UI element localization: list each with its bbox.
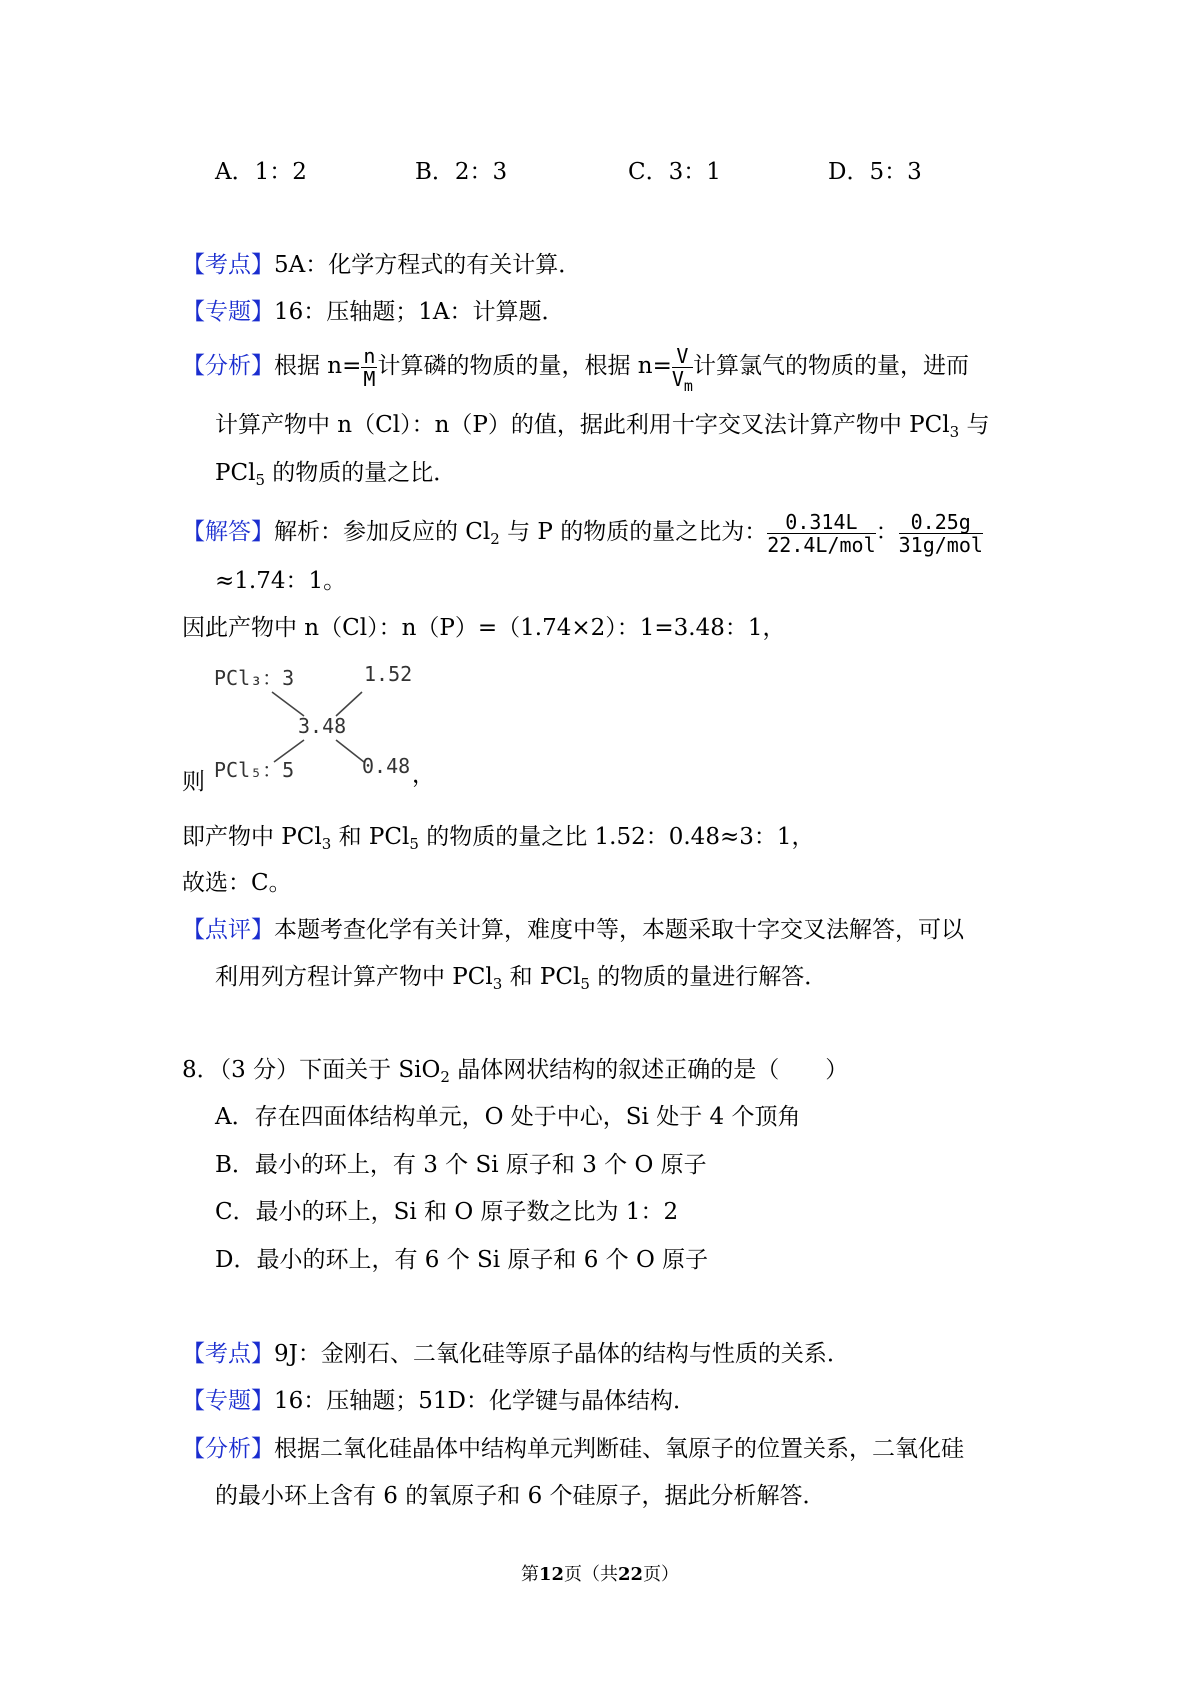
diagram-center: 3.48 (298, 714, 347, 738)
fenxi-tag: 【分析】 (182, 1436, 274, 1462)
fenxi-text-a: 根据二氧化硅晶体中结构单元判断硅、氧原子的位置关系，二氧化硅 (274, 1436, 964, 1462)
diagram-value-2: 0.48 (362, 754, 411, 778)
fenxi-line2-text: 计算产物中 n（Cl）：n（P）的值，据此利用十字交叉法计算产物中 PCl (215, 412, 950, 438)
q7-option-b: B．2：3 (415, 159, 508, 185)
footer-post: 页） (643, 1564, 680, 1585)
fraction-denominator-main: V (671, 366, 684, 391)
q7-jieda (182, 502, 983, 562)
fraction-denominator (671, 366, 693, 395)
q7-approx-line: ≈1.74：1。 (215, 568, 347, 594)
q7-option-d: D．5：3 (828, 159, 922, 185)
q7-dianping-line1 (182, 915, 964, 945)
ji-text-c: 的物质的量之比 1.52：0.48≈3：1， (418, 824, 815, 850)
diagram-pcl3: PCl₃：3 (214, 666, 295, 690)
q8-stem-text-b: 晶体网状结构的叙述正确的是（ ） (449, 1057, 849, 1083)
q7-kaodian (182, 250, 581, 280)
subscript: 3 (949, 423, 960, 441)
q8-fenxi-line2: 的最小环上含有 6 的氧原子和 6 个硅原子，据此分析解答． (215, 1483, 826, 1509)
subscript: 2 (440, 1068, 450, 1086)
fenxi-text-b: 计算磷的物质的量，根据 n= (377, 353, 672, 379)
subscript: 3 (321, 835, 332, 853)
q8-fenxi-line1 (182, 1434, 964, 1464)
jieda-tag: 【解答】 (182, 519, 274, 545)
subscript: 3 (492, 975, 503, 993)
total-pages: 22 (618, 1564, 644, 1585)
fraction-numerator: 0.25g (899, 511, 983, 534)
diagram-pcl5: PCl₅：5 (214, 758, 295, 782)
diagram-value-1: 1.52 (364, 662, 413, 686)
q8-zhuanti (182, 1386, 696, 1416)
page-footer (0, 1560, 1200, 1586)
q7-fenxi-line1 (182, 338, 969, 394)
dianping-text-b2: 和 PCl (502, 964, 581, 990)
q8-option-d: D．最小的环上，有 6 个 Si 原子和 6 个 O 原子 (215, 1247, 709, 1273)
q7-dianping-line2 (215, 962, 827, 992)
page-number: 12 (538, 1564, 564, 1585)
kaodian-tag: 【考点】 (182, 252, 274, 278)
footer-mid: 页（共 (564, 1564, 618, 1585)
kaodian-text: 5A：化学方程式的有关计算． (274, 252, 582, 278)
ji-text-a: 即产物中 PCl (182, 824, 322, 850)
footer-pre: 第 (520, 1564, 539, 1585)
q8-stem (182, 1055, 848, 1085)
fraction-numerator: 0.314L (767, 511, 875, 534)
dianping-text-b3: 的物质的量进行解答． (589, 964, 828, 990)
fraction-denominator: 31g/mol (898, 532, 983, 557)
dianping-tag: 【点评】 (182, 917, 274, 943)
fraction-cl2-moles (767, 511, 875, 556)
dianping-text-a: 本题考查化学有关计算，难度中等，本题采取十字交叉法解答，可以 (274, 917, 964, 943)
q8-option-a: A．存在四面体结构单元，O 处于中心，Si 处于 4 个顶角 (215, 1104, 801, 1130)
cross-method-diagram (212, 660, 422, 780)
jieda-text-a: 解析：参加反应的 Cl (274, 519, 491, 545)
kaodian-tag: 【考点】 (182, 1341, 274, 1367)
q7-zhuanti (182, 297, 565, 327)
zhuanti-text: 16：压轴题；51D：化学键与晶体结构． (274, 1388, 696, 1414)
q8-kaodian (182, 1339, 850, 1369)
fenxi-text-c: 计算氯气的物质的量，进而 (692, 353, 969, 379)
kaodian-text: 9J：金刚石、二氧化硅等原子晶体的结构与性质的关系． (274, 1341, 850, 1367)
q8-option-b: B．最小的环上，有 3 个 Si 原子和 3 个 O 原子 (215, 1152, 707, 1178)
subscript: 2 (490, 530, 500, 548)
dianping-text-b1: 利用列方程计算产物中 PCl (215, 964, 493, 990)
q8-stem-text-a: 8．（3 分）下面关于 SiO (182, 1057, 441, 1083)
q7-ze-comma: ， (412, 762, 435, 788)
fenxi-text-a: 根据 n= (274, 353, 362, 379)
q7-ji-line (182, 822, 815, 852)
fraction-v-over-vm (671, 343, 693, 395)
fraction-numerator: V (672, 345, 693, 368)
fraction-denominator: 22.4L/mol (767, 532, 876, 557)
fraction-denominator-sub: m (683, 376, 693, 395)
zhuanti-tag: 【专题】 (182, 299, 274, 325)
zhuanti-text: 16：压轴题；1A：计算题． (274, 299, 565, 325)
subscript: 5 (580, 975, 590, 993)
zhuanti-tag: 【专题】 (182, 1388, 274, 1414)
subscript: 5 (255, 471, 265, 489)
q7-ze: 则 (182, 769, 205, 795)
jieda-text-b: 与 P 的物质的量之比为： (499, 519, 768, 545)
fenxi-tag: 【分析】 (182, 353, 274, 379)
fenxi-line3-text: PCl (215, 460, 256, 486)
fenxi-line2-tail: 与 (959, 412, 990, 438)
q7-fenxi-line2 (215, 410, 989, 440)
fraction-numerator: n (363, 343, 376, 368)
q7-option-a: A．1：2 (215, 159, 307, 185)
q8-option-c: C．最小的环上，Si 和 O 原子数之比为 1：2 (215, 1199, 679, 1225)
colon: ： (875, 519, 899, 545)
q7-answer: 故选：C。 (182, 870, 292, 896)
q7-ratio-line: 因此产物中 n（Cl）：n（P）=（1.74×2）：1=3.48：1， (182, 615, 786, 641)
fenxi-line3-tail: 的物质的量之比． (264, 460, 457, 486)
q7-option-c: C．3：1 (628, 159, 721, 185)
fraction-n-over-m (361, 345, 377, 390)
ji-text-b: 和 PCl (331, 824, 410, 850)
q7-fenxi-line3 (215, 458, 456, 488)
fraction-p-moles (899, 511, 983, 556)
subscript: 5 (409, 835, 419, 853)
fraction-denominator: M (363, 366, 376, 391)
